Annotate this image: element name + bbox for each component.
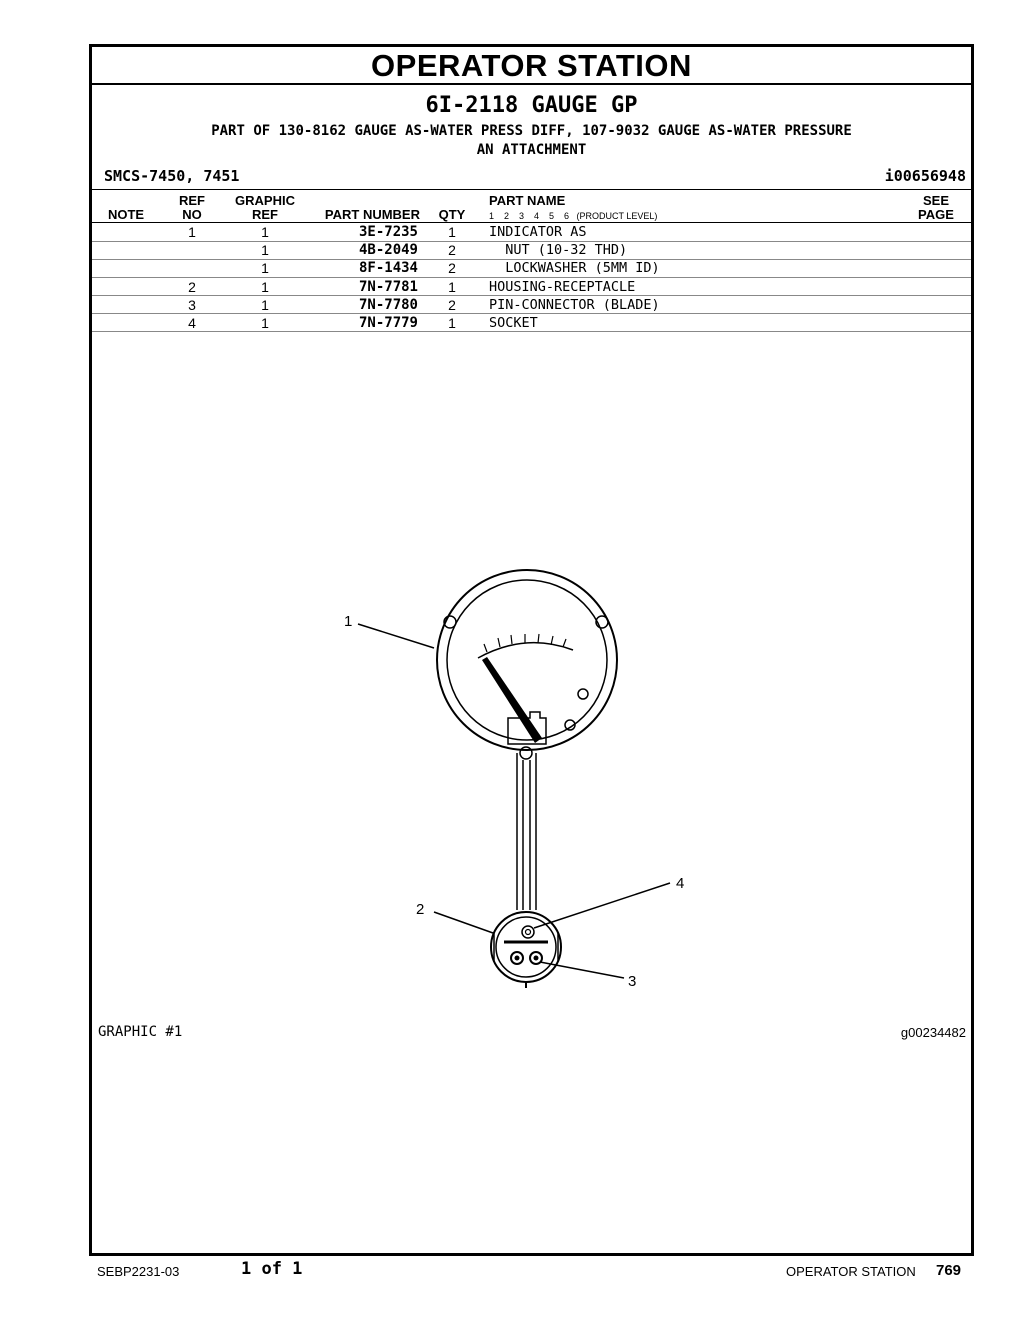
- graphic-ref: 1: [261, 242, 269, 258]
- header-rule: [92, 189, 971, 190]
- ref-no: 4: [188, 315, 196, 331]
- col-header-qty: QTY: [438, 207, 466, 222]
- graphic-ref: 1: [261, 297, 269, 313]
- section-title: OPERATOR STATION: [92, 47, 971, 85]
- part-name: NUT (10-32 THD): [489, 242, 628, 258]
- part-name: PIN-CONNECTOR (BLADE): [489, 297, 660, 313]
- part-name: INDICATOR AS: [489, 224, 587, 240]
- footer-section: OPERATOR STATION: [786, 1264, 916, 1279]
- part-name: SOCKET: [489, 315, 538, 331]
- part-number: 8F-1434: [358, 260, 418, 276]
- table-row: [92, 296, 971, 314]
- col-header-graphic-2: REF: [252, 207, 278, 222]
- col-header-ref-1: REF: [179, 193, 205, 208]
- part-number: 7N-7781: [358, 279, 418, 295]
- col-header-note: NOTE: [107, 207, 145, 222]
- part-number: 4B-2049: [358, 242, 418, 258]
- qty: 2: [448, 297, 456, 313]
- part-number: 3E-7235: [358, 224, 418, 240]
- table-row: [92, 259, 971, 277]
- gauge-illustration: [250, 560, 750, 1000]
- graphic-label: GRAPHIC #1: [98, 1024, 183, 1040]
- group-title: 6I-2118 GAUGE GP: [425, 93, 638, 118]
- graphic-ref: 1: [261, 315, 269, 331]
- graphic-ref: 1: [261, 224, 269, 240]
- graphic-ref: 1: [261, 279, 269, 295]
- callout-2: 2: [416, 901, 425, 918]
- graphic-id: g00234482: [900, 1025, 966, 1040]
- col-header-graphic-1: GRAPHIC: [235, 193, 295, 208]
- part-number: 7N-7779: [358, 315, 418, 331]
- callout-4: 4: [676, 875, 685, 892]
- page-of: 1 of 1: [241, 1259, 303, 1279]
- callout-1: 1: [344, 613, 353, 630]
- col-header-part-number: PART NUMBER: [324, 207, 420, 222]
- page-number: 769: [936, 1262, 962, 1279]
- product-level-scale: 1 2 3 4 5 6 (PRODUCT LEVEL): [489, 211, 658, 221]
- table-row: [92, 278, 971, 296]
- qty: 2: [448, 260, 456, 276]
- part-of-line-1: PART OF 130-8162 GAUGE AS-WATER PRESS DIFF, 107-9032 GAUGE AS-WATER PRESSURE: [211, 123, 852, 139]
- col-header-part-name: PART NAME: [489, 193, 566, 208]
- col-header-see-1: SEE: [922, 193, 949, 208]
- gauge-needle: [482, 657, 542, 743]
- part-of-line-2: AN ATTACHMENT: [476, 142, 587, 158]
- table-row: [92, 314, 971, 332]
- qty: 2: [448, 242, 456, 258]
- callout-3: 3: [628, 973, 637, 990]
- row-divider: [92, 331, 971, 332]
- ref-no: 3: [188, 297, 196, 313]
- table-row: [92, 241, 971, 259]
- qty: 1: [448, 315, 456, 331]
- ref-no: 1: [188, 224, 196, 240]
- qty: 1: [448, 224, 456, 240]
- doc-number: SEBP2231-03: [97, 1264, 180, 1279]
- col-header-ref-2: NO: [182, 207, 202, 222]
- graphic-ref: 1: [261, 260, 269, 276]
- qty: 1: [448, 279, 456, 295]
- ref-no: 2: [188, 279, 196, 295]
- part-name: LOCKWASHER (5MM ID): [489, 260, 660, 276]
- illustration-id: i00656948: [884, 167, 966, 185]
- smcs-code: SMCS-7450, 7451: [104, 167, 240, 185]
- part-number: 7N-7780: [358, 297, 418, 313]
- table-row: [92, 223, 971, 241]
- col-header-see-2: PAGE: [918, 207, 954, 222]
- part-name: HOUSING-RECEPTACLE: [489, 279, 636, 295]
